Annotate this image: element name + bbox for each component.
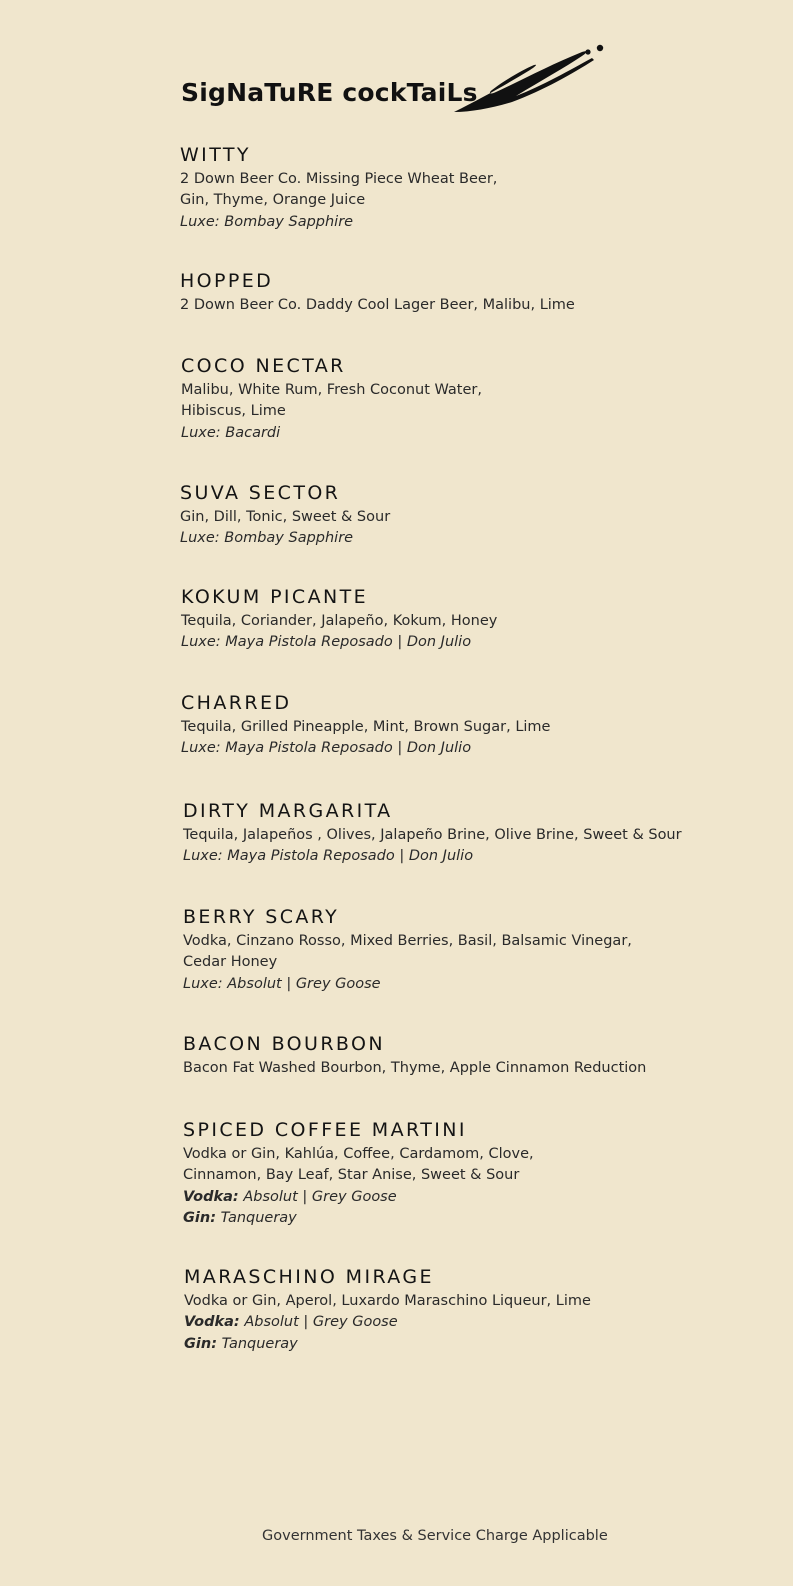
spirit-label: Vodka: bbox=[183, 1188, 239, 1205]
cocktail-name: DIRTY MARGARITA bbox=[183, 800, 393, 822]
cocktail-item bbox=[184, 1265, 591, 1355]
cocktail-ingredients: Vodka or Gin, Kahlúa, Coffee, Cardamom, Clove, bbox=[183, 1146, 534, 1162]
cocktail-name: COCO NECTAR bbox=[181, 355, 346, 377]
cocktail-name: KOKUM PICANTE bbox=[181, 586, 369, 608]
cocktail-ingredients: Vodka or Gin, Aperol, Luxardo Maraschino Liqueur, Lime bbox=[184, 1293, 591, 1309]
spirit-label: Vodka: bbox=[184, 1314, 240, 1331]
cocktail-item bbox=[183, 905, 632, 995]
cocktail-ingredients: Gin, Thyme, Orange Juice bbox=[180, 192, 366, 209]
cocktail-name: SPICED COFFEE MARTINI bbox=[183, 1119, 467, 1141]
cocktail-name: MARASCHINO MIRAGE bbox=[184, 1266, 434, 1288]
luxe-option bbox=[183, 1208, 534, 1229]
cocktail-name: CHARRED bbox=[181, 692, 292, 714]
luxe-option: Luxe: Maya Pistola Reposado | Don Julio bbox=[183, 848, 474, 865]
spirit-brands: Absolut | Grey Goose bbox=[239, 1314, 398, 1331]
luxe-option: Luxe: Maya Pistola Reposado | Don Julio bbox=[181, 634, 472, 651]
cocktail-item bbox=[183, 1032, 646, 1079]
cocktail-item bbox=[180, 481, 390, 550]
cocktail-ingredients: Tequila, Coriander, Jalapeño, Kokum, Honey bbox=[181, 613, 498, 629]
cocktail-name: BERRY SCARY bbox=[183, 906, 340, 928]
cocktail-item bbox=[181, 585, 497, 654]
swoosh-decoration bbox=[452, 40, 617, 118]
spirit-brands: Absolut | Grey Goose bbox=[238, 1188, 397, 1205]
cocktail-item bbox=[183, 799, 682, 868]
cocktail-ingredients: Hibiscus, Lime bbox=[181, 403, 286, 420]
spirit-brands: Tanqueray bbox=[216, 1209, 297, 1226]
cocktail-ingredients: 2 Down Beer Co. Daddy Cool Lager Beer, Malibu, Lime bbox=[180, 297, 575, 313]
cocktail-name: SUVA SECTOR bbox=[180, 482, 341, 504]
cocktail-ingredients: Cedar Honey bbox=[183, 954, 278, 971]
cocktail-name: BACON BOURBON bbox=[183, 1033, 386, 1055]
cocktail-item bbox=[180, 269, 575, 316]
cocktail-item bbox=[180, 143, 497, 233]
cocktail-item bbox=[181, 691, 550, 760]
cocktail-name: WITTY bbox=[180, 144, 251, 166]
luxe-option: Luxe: Absolut | Grey Goose bbox=[183, 975, 381, 992]
page-title: SigNaTuRE cockTaiLs bbox=[181, 78, 478, 107]
cocktail-ingredients: Gin, Dill, Tonic, Sweet & Sour bbox=[180, 509, 391, 525]
spirit-label: Gin: bbox=[183, 1209, 216, 1226]
cocktail-ingredients: Malibu, White Rum, Fresh Coconut Water, bbox=[181, 382, 482, 398]
cocktail-name: HOPPED bbox=[180, 270, 274, 292]
luxe-option bbox=[184, 1312, 591, 1333]
luxe-option: Luxe: Bacardi bbox=[181, 424, 281, 441]
spirit-label: Gin: bbox=[184, 1335, 217, 1352]
cocktail-ingredients: Vodka, Cinzano Rosso, Mixed Berries, Basil, Balsamic Vinegar, bbox=[183, 933, 632, 949]
luxe-option: Luxe: Bombay Sapphire bbox=[180, 530, 354, 547]
cocktail-item bbox=[181, 354, 482, 444]
footer-note: Government Taxes & Service Charge Applicable bbox=[262, 1528, 608, 1544]
spirit-brands: Tanqueray bbox=[217, 1335, 298, 1352]
cocktail-ingredients: Bacon Fat Washed Bourbon, Thyme, Apple Cinnamon Reduction bbox=[183, 1060, 647, 1076]
cocktail-item bbox=[183, 1118, 534, 1229]
luxe-option: Luxe: Maya Pistola Reposado | Don Julio bbox=[181, 740, 472, 757]
cocktail-ingredients: Tequila, Grilled Pineapple, Mint, Brown Sugar, Lime bbox=[181, 719, 551, 735]
cocktail-ingredients: Cinnamon, Bay Leaf, Star Anise, Sweet & Sour bbox=[183, 1167, 520, 1184]
luxe-option bbox=[183, 1187, 534, 1208]
luxe-option: Luxe: Bombay Sapphire bbox=[180, 213, 354, 230]
cocktail-ingredients: Tequila, Jalapeños , Olives, Jalapeño Brine, Olive Brine, Sweet & Sour bbox=[183, 827, 682, 843]
cocktail-ingredients: 2 Down Beer Co. Missing Piece Wheat Beer, bbox=[180, 171, 498, 187]
luxe-option bbox=[184, 1334, 591, 1355]
